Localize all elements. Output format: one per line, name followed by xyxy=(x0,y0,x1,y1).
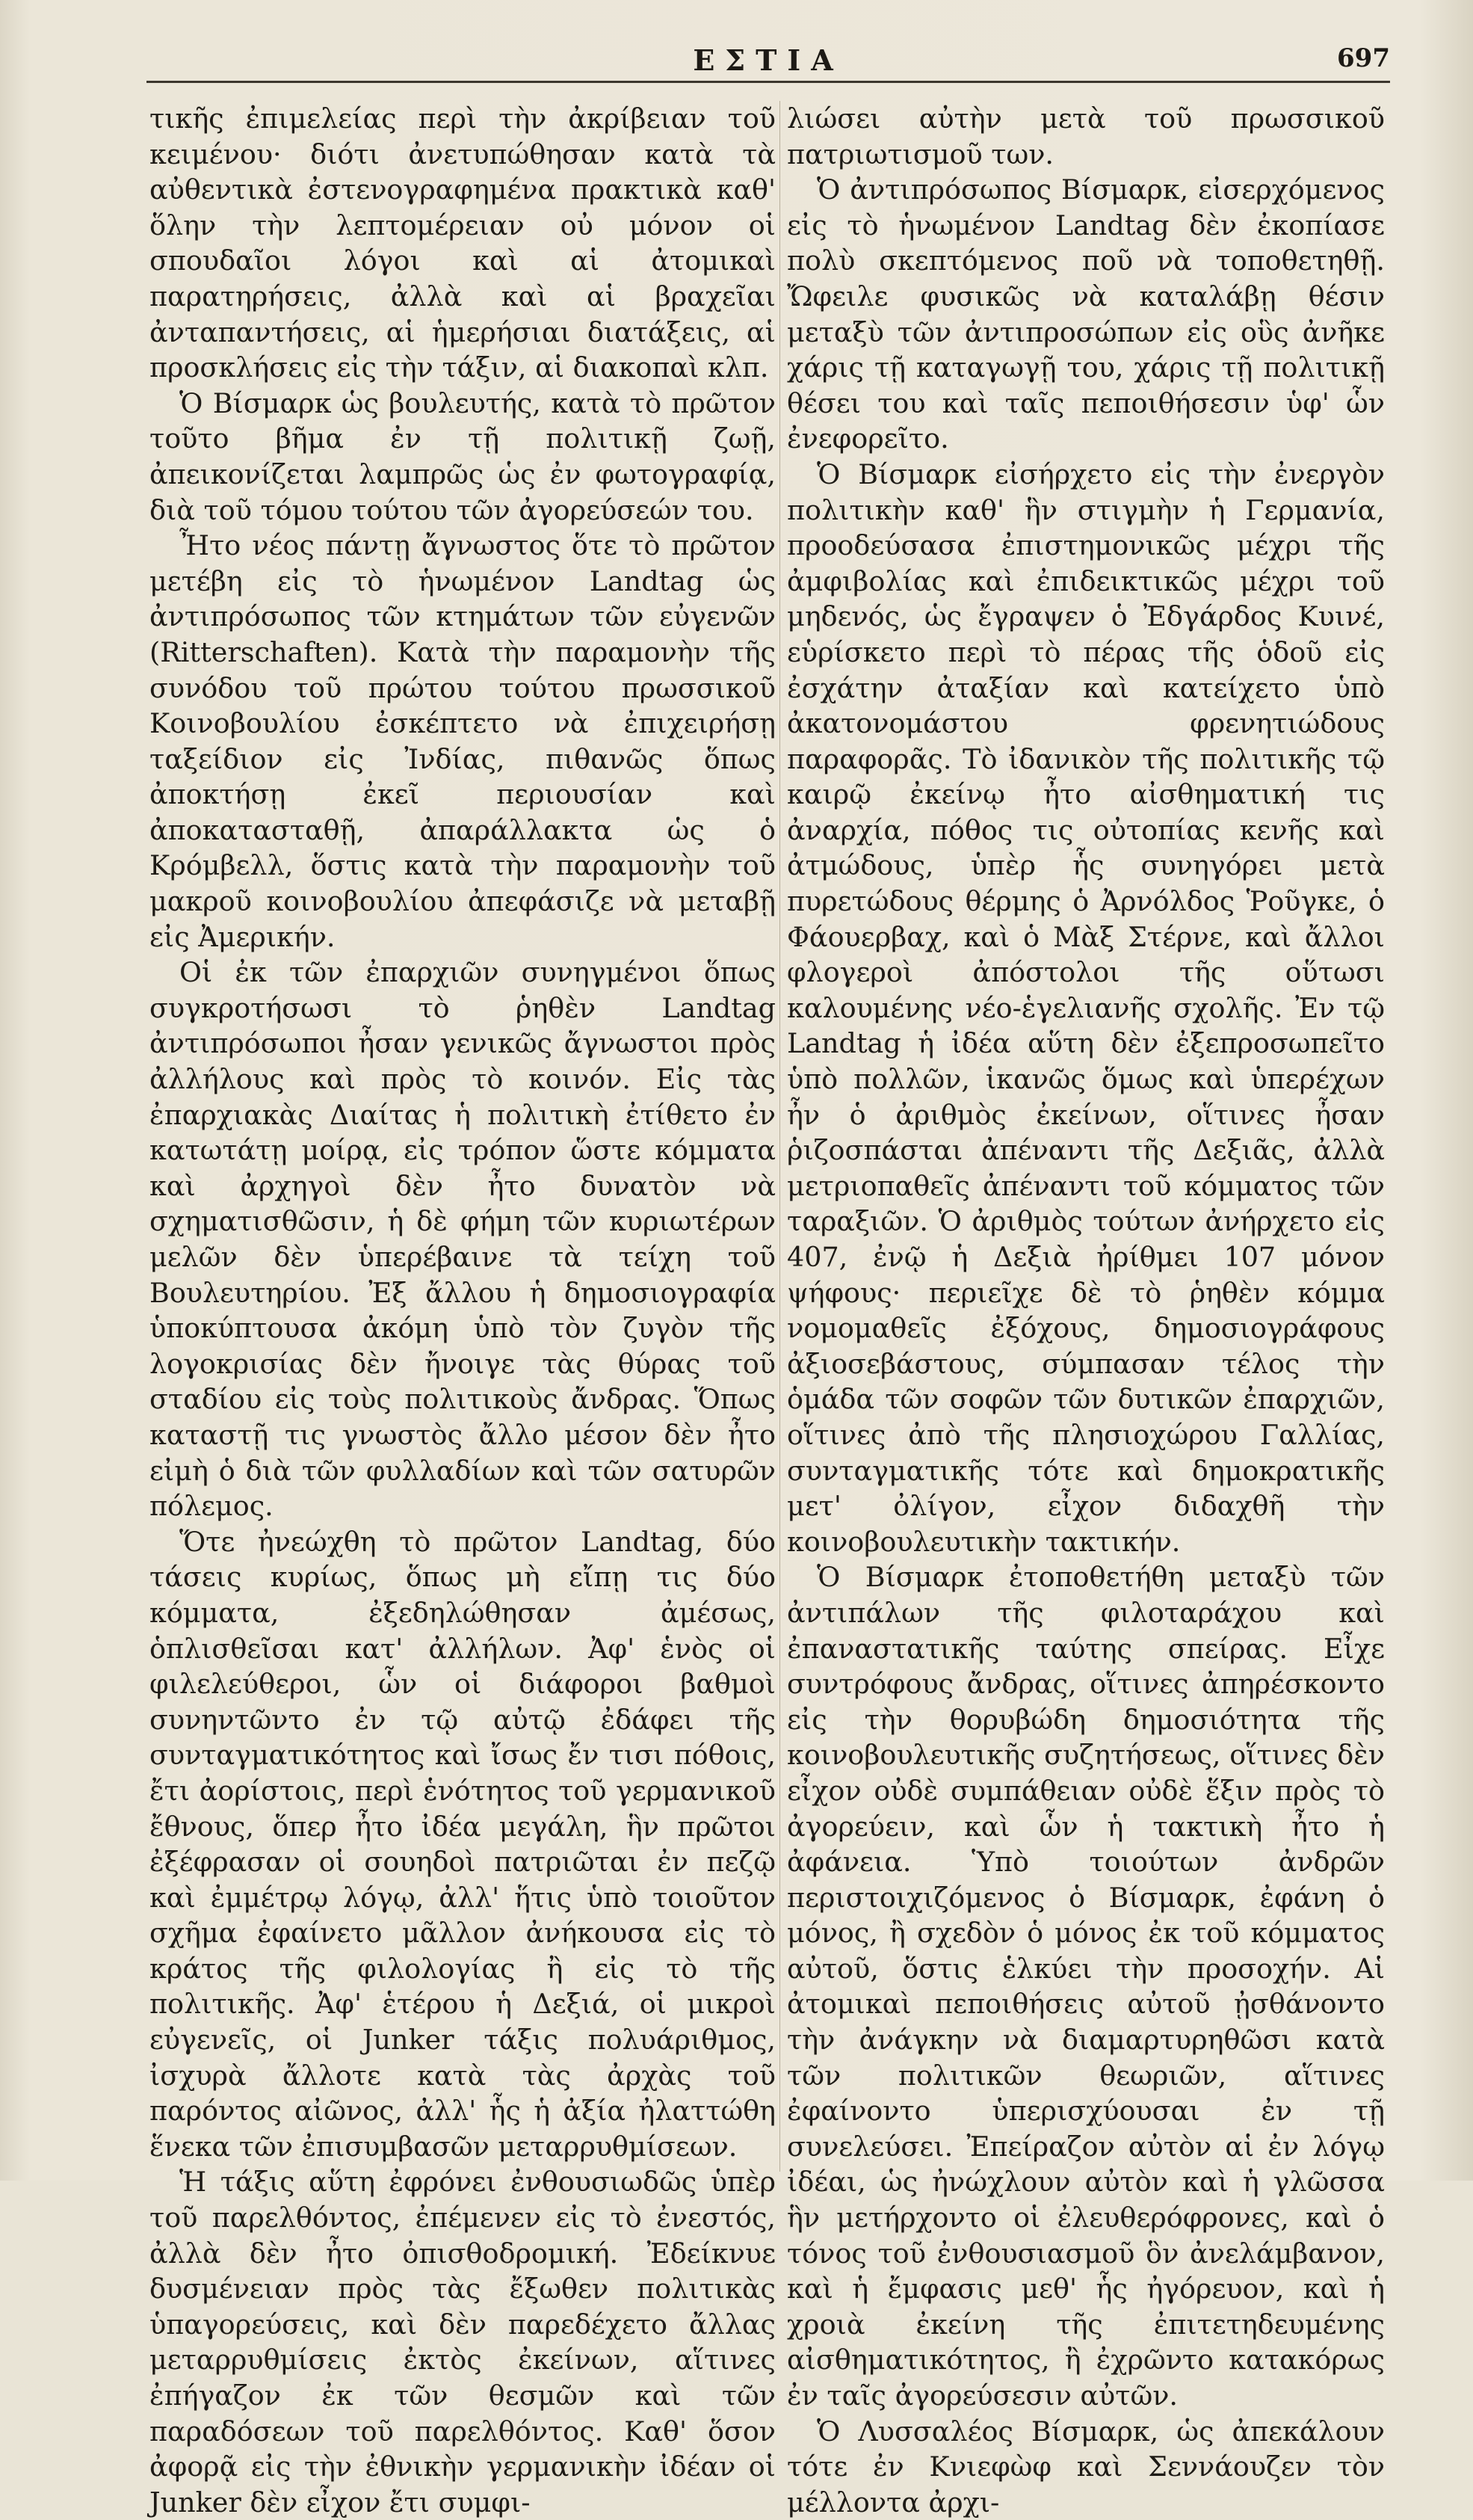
right-column xyxy=(787,101,1385,2520)
right-paragraph-1: λιώσει αὐτὴν μετὰ τοῦ πρωσσικοῦ πατριωτισμοῦ των. xyxy=(787,102,1385,170)
left-paragraph-4: Οἱ ἐκ τῶν ἐπαρχιῶν συνηγμένοι ὅπως συγκροτήσωσι τὸ ῥηθὲν Landtag ἀντιπρόσωποι ἦσαν γενικῶς ἄγνωστοι πρὸς ἀλλήλους καὶ πρὸς τὸ κοινόν. Εἰς τὰς ἐπαρχιακὰς Διαίτας ἡ πολιτικὴ ἐτίθετο ἐν κατωτάτῃ μοίρᾳ, εἰς τρόπον ὥστε κόμματα καὶ ἀρχηγοὶ δὲν ἦτο δυνατὸν νὰ σχηματισθῶσιν, ἡ δὲ φήμη τῶν κυριωτέρων μελῶν δὲν ὑπερέβαινε τὰ τείχη τοῦ Βουλευτηρίου. Ἐξ ἄλλου ἡ δημοσιογραφία ὑποκύπτουσα ἀκόμη ὑπὸ τὸν ζυγὸν τῆς λογοκρισίας δὲν ἤνοιγε τὰς θύρας τοῦ σταδίου εἰς τοὺς πολιτικοὺς ἄνδρας. Ὅπως καταστῇ τις γνωστὸς ἄλλο μέσον δὲν ἦτο εἰμὴ ὁ διὰ τῶν φυλλαδίων καὶ τῶν σατυρῶν πόλεμος. xyxy=(149,956,776,1523)
page-header xyxy=(146,37,1390,75)
left-paragraph-1: τικῆς ἐπιμελείας περὶ τὴν ἀκρίβειαν τοῦ κειμένου· διότι ἀνετυπώθησαν κατὰ τὰ αὐθεντικὰ ἐστενογραφημένα πρακτικὰ καθ' ὅλην τὴν λεπτομέρειαν οὐ μόνον οἱ σπουδαῖοι λόγοι καὶ αἱ ἀτομικαὶ παρατηρήσεις, ἀλλὰ καὶ αἱ βραχεῖαι ἀνταπαντήσεις, αἱ ἡμερήσιαι διατάξεις, αἱ προσκλήσεις εἰς τὴν τάξιν, αἱ διακοπαὶ κλπ. xyxy=(149,102,776,384)
left-paragraph-2: Ὁ Βίσμαρκ ὡς βουλευτής, κατὰ τὸ πρῶτον τοῦτο βῆμα ἐν τῇ πολιτικῇ ζωῇ, ἀπεικονίζεται λαμπρῶς ὡς ἐν φωτογραφίᾳ, διὰ τοῦ τόμου τούτου τῶν ἀγορεύσεών του. xyxy=(149,386,776,526)
right-paragraph-4: Ὁ Βίσμαρκ ἐτοποθετήθη μεταξὺ τῶν ἀντιπάλων τῆς φιλοταράχου καὶ ἐπαναστατικῆς ταύτης σπείρας. Εἶχε συντρόφους ἄνδρας, οἵτινες ἀπηρέσκοντο εἰς τὴν θορυβώδη δημοσιότητα τῆς κοινοβουλευτικῆς συζητήσεως, οἵτινες δὲν εἶχον οὐδὲ συμπάθειαν οὐδὲ ἕξιν πρὸς τὸ ἀγορεύειν, καὶ ὧν ἡ τακτικὴ ἦτο ἡ ἀφάνεια. Ὑπὸ τοιούτων ἀνδρῶν περιστοιχιζόμενος ὁ Βίσμαρκ, ἐφάνη ὁ μόνος, ἢ σχεδὸν ὁ μόνος ἐκ τοῦ κόμματος αὐτοῦ, ὅστις ἑλκύει τὴν προσοχήν. Αἱ ἀτομικαὶ πεποιθήσεις αὐτοῦ ᾐσθάνοντο τὴν ἀνάγκην νὰ διαμαρτυρηθῶσι κατὰ τῶν πολιτικῶν θεωριῶν, αἵτινες ἐφαίνοντο ὑπερισχύουσαι ἐν τῇ συνελεύσει. Ἐπείραζον αὐτὸν αἱ ἐν λόγῳ ἰδέαι, ὡς ἠνώχλουν αὐτὸν καὶ ἡ γλῶσσα ἣν μετήρχοντο οἱ ἐλευθερόφρονες, καὶ ὁ τόνος τοῦ ἐνθουσιασμοῦ ὃν ἀνελάμβανον, καὶ ἡ ἔμφασις μεθ' ἧς ἠγόρευον, καὶ ἡ χροιὰ ἐκείνη τῆς ἐπιτετηδευμένης αἰσθηματικότητος, ἢ ἐχρῶντο κατακόρως ἐν ταῖς ἀγορεύσεσιν αὐτῶν. xyxy=(787,1561,1385,2412)
right-paragraph-3: Ὁ Βίσμαρκ εἰσήρχετο εἰς τὴν ἐνεργὸν πολιτικὴν καθ' ἣν στιγμὴν ἡ Γερμανία, προοδεύσασα ἐπιστημονικῶς μέχρι τῆς ἀμφιβολίας καὶ ἐπιδεικτικῶς μέχρι τοῦ μηδενός, ὡς ἔγραψεν ὁ Ἐδγάρδος Κυινέ, εὑρίσκετο περὶ τὸ πέρας τῆς ὁδοῦ εἰς ἐσχάτην ἀταξίαν καὶ κατείχετο ὑπὸ ἀκατονομάστου φρενητιώδους παραφορᾶς. Τὸ ἰδανικὸν τῆς πολιτικῆς τῷ καιρῷ ἐκείνῳ ἦτο αἰσθηματική τις ἀναρχία, πόθος τις οὐτοπίας κενῆς καὶ ἀτμώδους, ὑπὲρ ἧς συνηγόρει μετὰ πυρετώδους θέρμης ὁ Ἀρνόλδος Ῥοῦγκε, ὁ Φάουερβαχ, καὶ ὁ Μὰξ Στέρνε, καὶ ἄλλοι φλογεροὶ ἀπόστολοι τῆς οὕτωσι καλουμένης νέο-ἑγελιανῆς σχολῆς. Ἐν τῷ Landtag ἡ ἰδέα αὕτη δὲν ἐξεπροσωπεῖτο ὑπὸ πολλῶν, ἱκανῶς ὅμως καὶ ὑπερέχων ἦν ὁ ἀριθμὸς ἐκείνων, οἵτινες ἦσαν ῥιζοσπάσται ἀπέναντι τῆς Δεξιᾶς, ἀλλὰ μετριοπαθεῖς ἀπέναντι τοῦ κόμματος τῶν ταραξιῶν. Ὁ ἀριθμὸς τούτων ἀνήρχετο εἰς 407, ἐνῷ ἡ Δεξιὰ ἠρίθμει 107 μόνον ψήφους· περιεῖχε δὲ τὸ ῥηθὲν κόμμα νομομαθεῖς ἐξόχους, δημοσιογράφους ἀξιοσεβάστους, σύμπασαν τέλος τὴν ὁμάδα τῶν σοφῶν τῶν δυτικῶν ἐπαρχιῶν, οἵτινες ἀπὸ τῆς πλησιοχώρου Γαλλίας, συνταγματικῆς τότε καὶ δημοκρατικῆς μετ' ὀλίγον, εἶχον διδαχθῆ τὴν κοινοβουλευτικὴν τακτικήν. xyxy=(787,458,1385,1558)
header-rule xyxy=(146,81,1390,83)
left-paragraph-3: Ἦτο νέος πάντῃ ἄγνωστος ὅτε τὸ πρῶτον μετέβη εἰς τὸ ἡνωμένον Landtag ὡς ἀντιπρόσωπος τῶν κτημάτων τῶν εὐγενῶν (Ritterschaften). Κατὰ τὴν παραμονὴν τῆς συνόδου τοῦ πρώτου τούτου πρωσσικοῦ Κοινοβουλίου ἐσκέπτετο νὰ ἐπιχειρήσῃ ταξείδιον εἰς Ἰνδίας, πιθανῶς ὅπως ἀποκτήσῃ ἐκεῖ περιουσίαν καὶ ἀποκατασταθῇ, ἀπαράλλακτα ὡς ὁ Κρόμβελλ, ὅστις κατὰ τὴν παραμονὴν τοῦ μακροῦ κοινοβουλίου ἀπεφάσιζε νὰ μεταβῇ εἰς Ἀμερικήν. xyxy=(149,529,776,953)
column-divider xyxy=(779,101,780,2172)
page-number: 697 xyxy=(1337,43,1390,73)
running-title: ΕΣΤΙΑ xyxy=(693,43,844,77)
left-column xyxy=(149,101,776,2520)
left-paragraph-5: Ὅτε ἠνεώχθη τὸ πρῶτον Landtag, δύο τάσεις κυρίως, ὅπως μὴ εἴπῃ τις δύο κόμματα, ἐξεδηλώθησαν ἀμέσως, ὁπλισθεῖσαι κατ' ἀλλήλων. Ἀφ' ἑνὸς οἱ φιλελεύθεροι, ὧν οἱ διάφοροι βαθμοὶ συνηντῶντο ἐν τῷ αὐτῷ ἐδάφει τῆς συνταγματικότητος καὶ ἴσως ἔν τισι πόθοις, ἔτι ἀορίστοις, περὶ ἑνότητος τοῦ γερμανικοῦ ἔθνους, ὅπερ ἦτο ἰδέα μεγάλη, ἣν πρῶτοι ἐξέφρασαν οἱ σουηδοὶ πατριῶται ἐν πεζῷ καὶ ἐμμέτρῳ λόγῳ, ἀλλ' ἥτις ὑπὸ τοιοῦτον σχῆμα ἐφαίνετο μᾶλλον ἀνήκουσα εἰς τὸ κράτος τῆς φιλολογίας ἢ εἰς τὸ τῆς πολιτικῆς. Ἀφ' ἑτέρου ἡ Δεξιά, οἱ μικροὶ εὐγενεῖς, οἱ Junker τάξις πολυάριθμος, ἰσχυρὰ ἄλλοτε κατὰ τὰς ἀρχὰς τοῦ παρόντος αἰῶνος, ἀλλ' ἧς ἡ ἀξία ἠλαττώθη ἕνεκα τῶν ἐπισυμβασῶν μεταρρυθμίσεων. xyxy=(149,1525,776,2163)
right-paragraph-5: Ὁ Λυσσαλέος Βίσμαρκ, ὡς ἀπεκάλουν τότε ἐν Κνιεφὼφ καὶ Σεννάουζεν τὸν μέλλοντα ἀρχι- xyxy=(787,2415,1385,2519)
left-paragraph-6: Ἡ τάξις αὕτη ἐφρόνει ἐνθουσιωδῶς ὑπὲρ τοῦ παρελθόντος, ἐπέμενεν εἰς τὸ ἐνεστός, ἀλλὰ δὲν ἦτο ὀπισθοδρομική. Ἐδείκνυε δυσμένειαν πρὸς τὰς ἔξωθεν πολιτικὰς ὑπαγορεύσεις, καὶ δὲν παρεδέχετο ἄλλας μεταρρυθμίσεις ἐκτὸς ἐκείνων, αἵτινες ἐπήγαζον ἐκ τῶν θεσμῶν καὶ τῶν παραδόσεων τοῦ παρελθόντος. Καθ' ὅσον ἀφορᾷ εἰς τὴν ἐθνικὴν γερμανικὴν ἰδέαν οἱ Junker δὲν εἶχον ἔτι συμφι- xyxy=(149,2166,776,2519)
right-paragraph-2: Ὁ ἀντιπρόσωπος Βίσμαρκ, εἰσερχόμενος εἰς τὸ ἡνωμένον Landtag δὲν ἐκοπίασε πολὺ σκεπτόμενος ποῦ νὰ τοποθετηθῇ. Ὤφειλε φυσικῶς νὰ καταλάβῃ θέσιν μεταξὺ τῶν ἀντιπροσώπων εἰς οὓς ἀνῆκε χάρις τῇ καταγωγῇ του, χάρις τῇ πολιτικῇ θέσει του καὶ ταῖς πεποιθήσεσιν ὑφ' ὧν ἐνεφορεῖτο. xyxy=(787,173,1385,455)
